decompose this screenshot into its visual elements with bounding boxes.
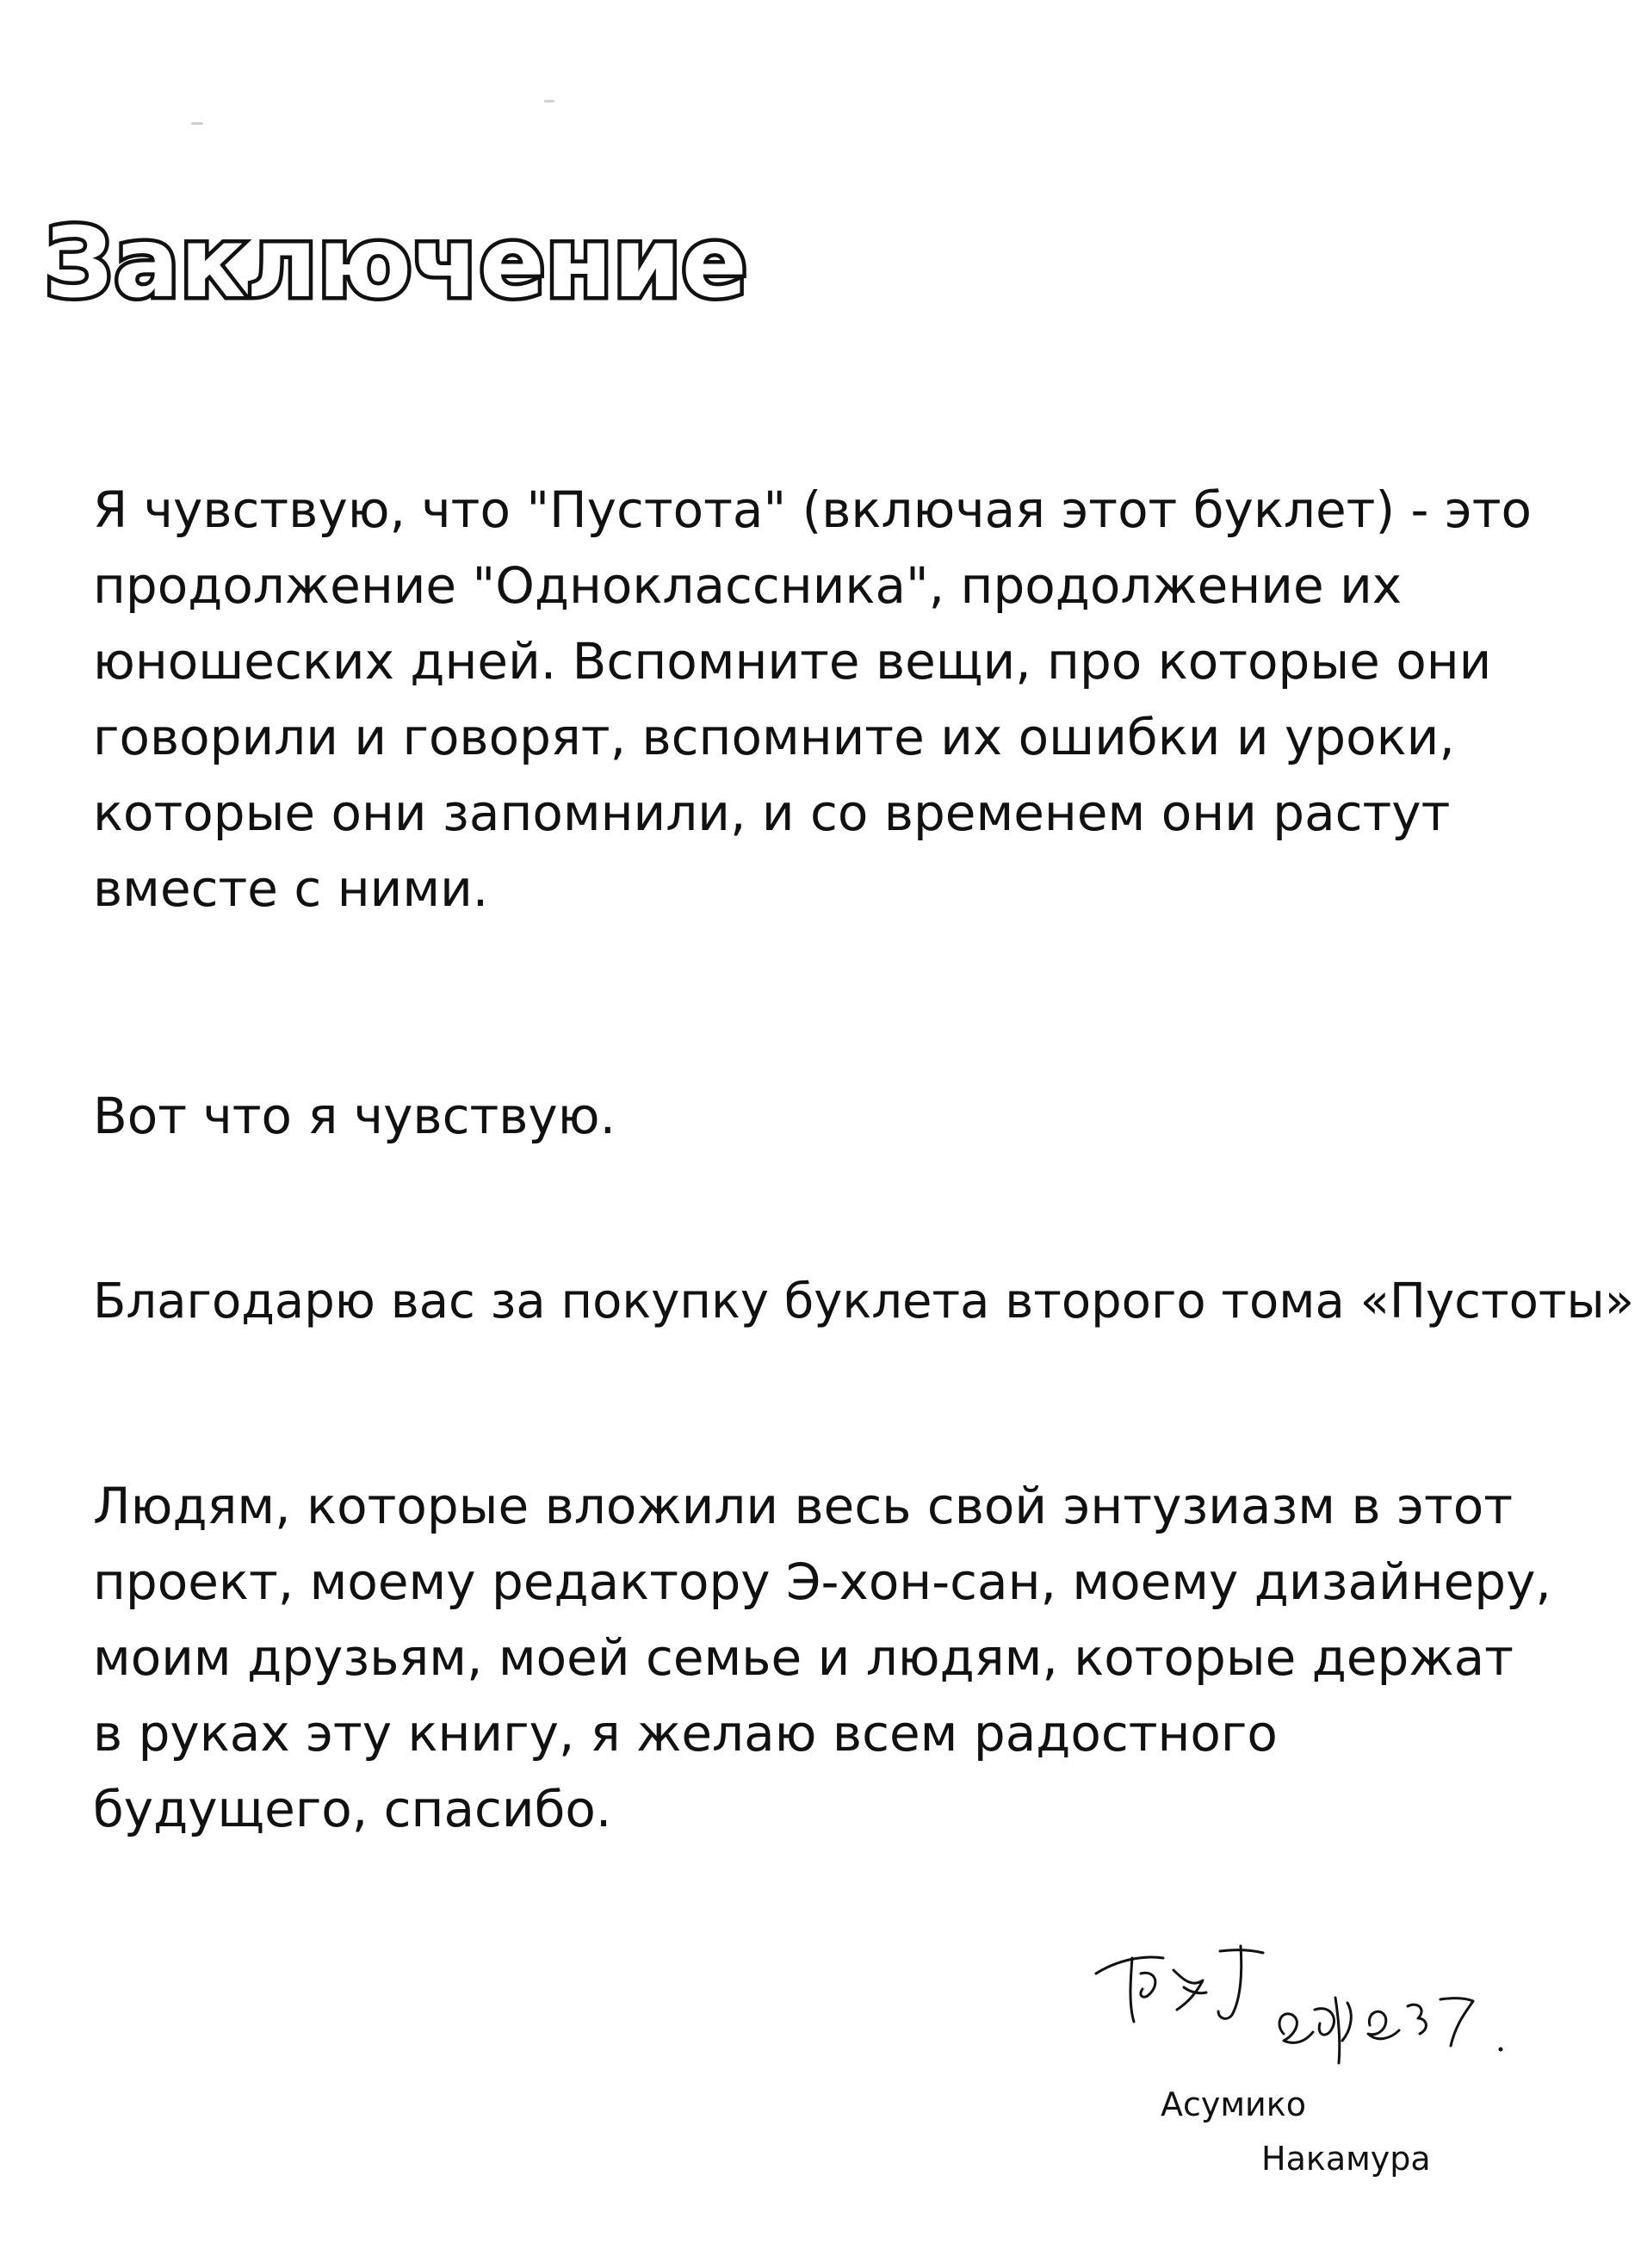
- scan-speck: [191, 122, 203, 125]
- author-last-name: Накамура: [1261, 2140, 1431, 2178]
- paragraph-dedication: Людям, которые вложили весь свой энтузиазм в этот проект, моему редактору Э-хон-сан, моему дизайнеру, моим друзьям, моей семье и людям, которые держат в руках эту книгу, я желаю всем радостного будущего, спасибо.: [93, 1477, 1551, 1838]
- paragraph-intro: Я чувствую, что "Пустота" (включая этот буклет) - это продолжение "Одноклассника", продолжение их юношеских дней. Вспомните вещи, про которые они говорили и говорят, вспомните их ошибки и уроки, которые они запомнили, и со временем они растут вместе с ними.: [93, 480, 1532, 918]
- page-title: Заключение: [45, 208, 748, 319]
- paragraph-feeling: Вот что я чувствую.: [93, 1087, 616, 1145]
- scan-speck: [544, 100, 554, 102]
- author-first-name: Асумико: [1161, 2085, 1306, 2123]
- paragraph-thanks: Благодарю вас за покупку буклета второго тома «Пустоты»: [93, 1273, 1634, 1329]
- handwritten-signature: [1081, 1920, 1528, 2092]
